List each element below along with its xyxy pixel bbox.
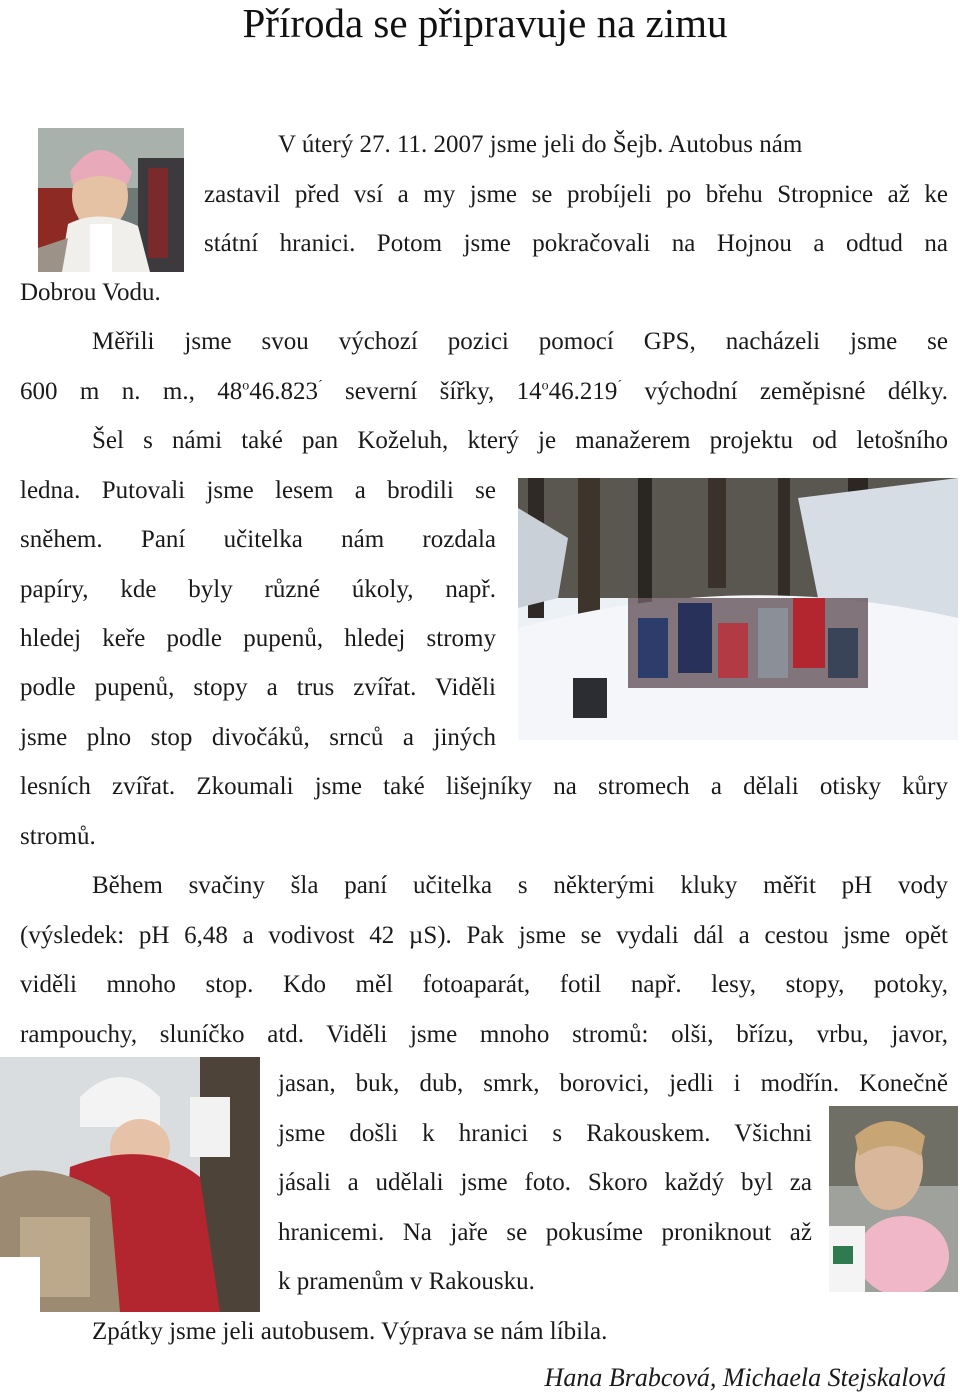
gps-lat-label-lon-degrees: severní šířky, 14 <box>322 378 542 405</box>
text-line: jasan, buk, dub, smrk, borovici, jedli i modřín. Konečně <box>278 1070 948 1097</box>
text-line: rampouchy, sluníčko atd. Viděli jsme mnoho stromů: olši, břízu, vrbu, javor, <box>20 1021 948 1048</box>
text-line: jsme plno stop divočáků, srnců a jiných <box>20 724 496 751</box>
gps-lon-minutes: 46.219 <box>548 378 618 405</box>
text-line: státní hranici. Potom jsme pokračovali na Hojnou a odtud na <box>204 230 948 257</box>
text-line: lesních zvířat. Zkoumali jsme také lišejníky na stromech a dělali otisky kůry <box>20 773 948 800</box>
gps-altitude-lat-degrees: 600 m n. m., 48 <box>20 378 243 405</box>
text-line: jsme došli k hranici s Rakouskem. Všichni <box>278 1120 812 1147</box>
text-line: k pramenům v Rakousku. <box>278 1268 535 1295</box>
degree-sign: o <box>541 378 549 394</box>
article-title: Příroda se připravuje na zimu <box>242 0 728 46</box>
text-line: Zpátky jsme jeli autobusem. Výprava se nám líbila. <box>92 1318 608 1345</box>
text-line: (výsledek: pH 6,48 a vodivost 42 µS). Pak jsme se vydali dál a cestou jsme opět <box>20 922 948 949</box>
text-line: Během svačiny šla paní učitelka s některými kluky měřit pH vody <box>92 872 948 899</box>
text-line: Dobrou Vodu. <box>20 279 161 306</box>
text-line: stromů. <box>20 823 96 850</box>
text-line: Měřili jsme svou výchozí pozici pomocí GPS, nacházeli jsme se <box>92 328 948 355</box>
photo-girl-white-hat-backpack <box>0 1057 260 1312</box>
text-line: viděli mnoho stop. Kdo měl fotoaparát, fotil např. lesy, stopy, potoky, <box>20 971 948 998</box>
author-signature: Hana Brabcová, Michaela Stejskalová <box>544 1363 946 1392</box>
gps-coordinates-line <box>20 377 948 407</box>
text-line: podle pupenů, stopy a trus zvířat. Viděli <box>20 674 496 701</box>
minute-sign: ´ <box>617 378 623 394</box>
text-line: V úterý 27. 11. 2007 jsme jeli do Šejb. Autobus nám <box>278 131 803 158</box>
minute-sign: ´ <box>317 378 323 394</box>
photo-girl-pink-hat <box>38 128 184 272</box>
photo-group-snowy-forest <box>518 478 958 740</box>
text-line: papíry, kde byly různé úkoly, např. <box>20 576 496 603</box>
text-line: hranicemi. Na jaře se pokusíme proniknout až <box>278 1219 812 1246</box>
text-line: jásali a udělali jsme foto. Skoro každý byl za <box>278 1169 812 1196</box>
text-line: sněhem. Paní učitelka nám rozdala <box>20 526 496 553</box>
gps-lat-minutes: 46.823 <box>249 378 318 405</box>
text-line: Šel s námi také pan Koželuh, který je manažerem projektu od letošního <box>92 427 948 454</box>
text-line: ledna. Putovali jsme lesem a brodili se <box>20 477 496 504</box>
text-line: hledej keře podle pupenů, hledej stromy <box>20 625 496 652</box>
degree-sign: o <box>242 378 250 394</box>
text-line: zastavil před vsí a my jsme se probíjeli po břehu Stropnice až ke <box>204 181 948 208</box>
photo-girl-pink-scarf <box>829 1106 958 1292</box>
gps-lon-label: východní zeměpisné délky. <box>622 378 948 405</box>
